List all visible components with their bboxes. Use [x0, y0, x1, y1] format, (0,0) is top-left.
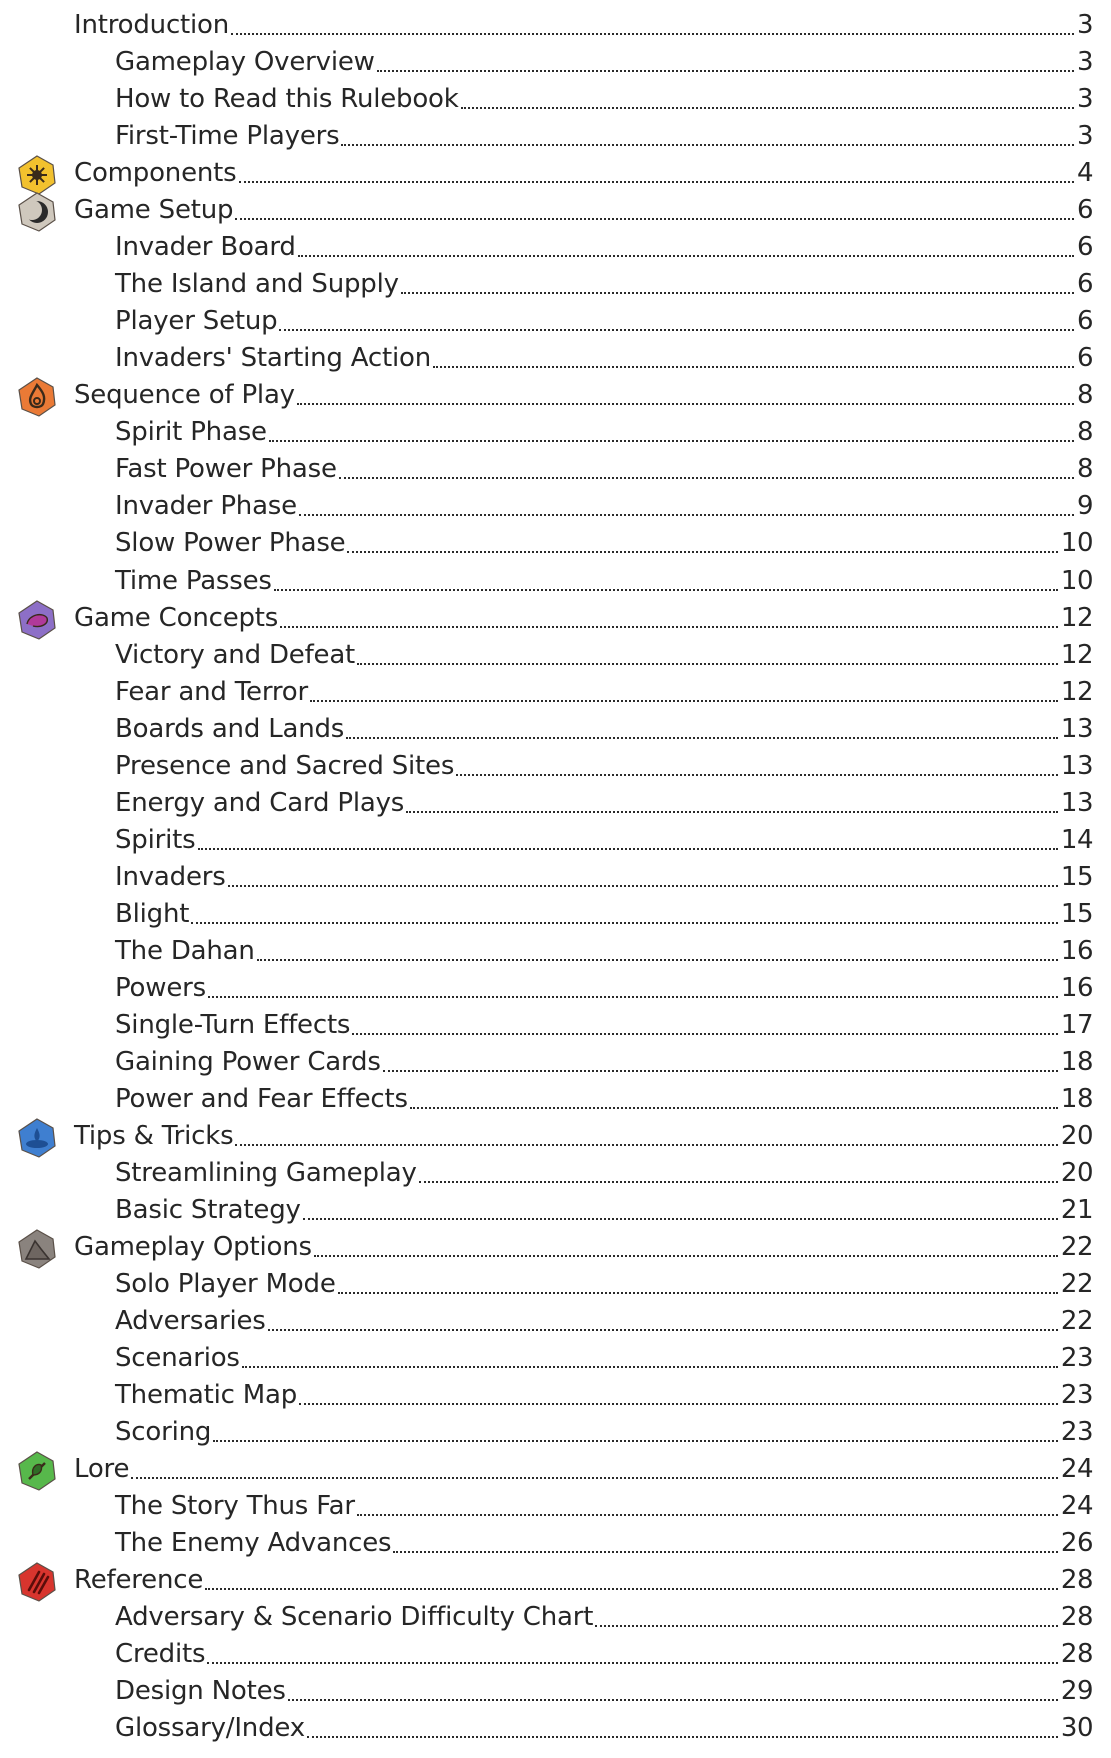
- toc-subsection-entry: [0, 1634, 1111, 1671]
- dot-leader: [235, 1144, 1057, 1146]
- toc-page-number: 10: [1060, 528, 1093, 559]
- toc-page-number: 20: [1060, 1120, 1093, 1151]
- toc-page-number: 20: [1060, 1157, 1093, 1188]
- toc-page-number: 28: [1060, 1565, 1093, 1596]
- toc-section-entry: [0, 153, 1111, 190]
- toc-entry-title: Adversaries: [115, 1306, 266, 1336]
- toc-page-number: 30: [1060, 1713, 1093, 1744]
- toc-subsection-entry: [0, 968, 1111, 1005]
- toc-page-number: 23: [1060, 1417, 1093, 1448]
- dot-leader: [131, 1477, 1058, 1479]
- toc-entry-title: Solo Player Mode: [115, 1269, 336, 1299]
- dot-leader: [205, 1588, 1058, 1590]
- dot-leader: [280, 626, 1058, 628]
- toc-subsection-entry: [0, 449, 1111, 486]
- toc-page-number: 3: [1076, 47, 1093, 77]
- toc-subsection-entry: [0, 1375, 1111, 1412]
- toc-entry-title: The Dahan: [115, 935, 255, 966]
- toc-subsection-entry: [0, 1597, 1111, 1634]
- toc-entry-title: Thematic Map: [115, 1380, 298, 1411]
- dot-leader: [410, 1107, 1058, 1109]
- toc-entry-title: Reference: [74, 1565, 204, 1596]
- toc-entry-title: Introduction: [74, 10, 230, 40]
- dot-leader: [338, 1292, 1058, 1294]
- dot-leader: [228, 885, 1058, 887]
- toc-entry-title: Game Setup: [74, 195, 234, 226]
- toc-page-number: 22: [1060, 1232, 1093, 1262]
- toc-entry-title: Game Concepts: [74, 602, 279, 633]
- toc-entry-title: Basic Strategy: [115, 1195, 301, 1225]
- dot-leader: [357, 1514, 1058, 1516]
- toc-page-number: 22: [1060, 1306, 1093, 1336]
- toc-entry-title: The Enemy Advances: [115, 1528, 392, 1559]
- toc-section-entry: [0, 5, 1111, 42]
- dot-leader: [307, 1736, 1058, 1738]
- toc-subsection-entry: [0, 561, 1111, 598]
- toc-subsection-entry: [0, 1042, 1111, 1079]
- toc-page-number: 15: [1060, 898, 1093, 929]
- dot-leader: [191, 922, 1058, 924]
- toc-entry-title: Energy and Card Plays: [115, 787, 405, 818]
- dot-leader: [310, 700, 1058, 702]
- toc-subsection-entry: [0, 635, 1111, 672]
- toc-page-number: 23: [1060, 1380, 1093, 1411]
- toc-entry-title: Spirit Phase: [115, 417, 267, 448]
- toc-page-number: 8: [1076, 454, 1093, 485]
- toc-entry-title: Invaders: [115, 861, 226, 892]
- toc-page-number: 6: [1076, 343, 1093, 374]
- toc-subsection-entry: [0, 820, 1111, 857]
- dot-leader: [235, 218, 1074, 220]
- toc-page-number: 16: [1060, 935, 1093, 966]
- toc-page-number: 13: [1060, 787, 1093, 818]
- toc-entry-title: Streamlining Gameplay: [115, 1157, 417, 1188]
- toc-page-number: 24: [1060, 1491, 1093, 1522]
- toc-page-number: 6: [1076, 232, 1093, 263]
- toc-subsection-entry: [0, 116, 1111, 153]
- toc-entry-title: Invader Board: [115, 232, 296, 263]
- dot-leader: [279, 329, 1074, 331]
- toc-page-number: 18: [1060, 1046, 1093, 1077]
- toc-entry-title: Invaders' Starting Action: [115, 343, 432, 374]
- toc-subsection-entry: [0, 783, 1111, 820]
- dot-leader: [406, 811, 1058, 813]
- toc-entry-title: Scoring: [115, 1417, 212, 1448]
- toc-entry-title: Spirits: [115, 824, 196, 855]
- toc-page-number: 12: [1060, 602, 1093, 633]
- toc-page-number: 12: [1060, 639, 1093, 670]
- toc-subsection-entry: [0, 1301, 1111, 1338]
- dot-leader: [299, 1403, 1058, 1405]
- toc-entry-title: Scenarios: [115, 1343, 240, 1374]
- toc-entry-title: Fear and Terror: [115, 676, 309, 707]
- dot-leader: [297, 403, 1074, 405]
- dot-leader: [303, 1218, 1058, 1220]
- toc-subsection-entry: [0, 894, 1111, 931]
- toc-entry-title: Victory and Defeat: [115, 639, 356, 670]
- dot-leader: [288, 1699, 1058, 1701]
- toc-subsection-entry: [0, 1338, 1111, 1375]
- toc-page-number: 24: [1060, 1454, 1093, 1485]
- toc-page-number: 28: [1060, 1639, 1093, 1670]
- toc-entry-title: Adversary & Scenario Difficulty Chart: [115, 1602, 594, 1633]
- toc-page-number: 4: [1076, 158, 1093, 189]
- toc-entry-title: Powers: [115, 972, 206, 1003]
- dot-leader: [269, 440, 1074, 442]
- toc-page-number: 15: [1060, 861, 1093, 892]
- toc-entry-title: Components: [74, 158, 237, 189]
- dot-leader: [314, 1255, 1058, 1257]
- dot-leader: [242, 1366, 1058, 1368]
- toc-entry-title: Blight: [115, 898, 190, 929]
- toc-entry-title: Glossary/Index: [115, 1713, 305, 1744]
- dot-leader: [357, 663, 1058, 665]
- toc-section-entry: [0, 598, 1111, 635]
- toc-subsection-entry: [0, 338, 1111, 375]
- toc-section-entry: [0, 190, 1111, 227]
- dot-leader: [346, 737, 1058, 739]
- dot-leader: [268, 1329, 1058, 1331]
- dot-leader: [339, 477, 1074, 479]
- toc-page-number: 8: [1076, 417, 1093, 448]
- dot-leader: [208, 996, 1058, 998]
- toc-page-number: 12: [1060, 676, 1093, 707]
- toc-subsection-entry: [0, 931, 1111, 968]
- toc-entry-title: Invader Phase: [115, 491, 297, 522]
- toc-entry-title: Presence and Sacred Sites: [115, 750, 455, 781]
- toc-page-number: 10: [1060, 565, 1093, 596]
- toc-section-entry: [0, 1449, 1111, 1486]
- toc-entry-title: Fast Power Phase: [115, 454, 337, 485]
- toc-subsection-entry: [0, 1079, 1111, 1116]
- toc-subsection-entry: [0, 672, 1111, 709]
- toc-entry-title: The Story Thus Far: [115, 1491, 355, 1522]
- toc-page-number: 6: [1076, 306, 1093, 337]
- dot-leader: [207, 1662, 1058, 1664]
- toc-page-number: 29: [1060, 1676, 1093, 1707]
- toc-subsection-entry: [0, 1708, 1111, 1745]
- dot-leader: [419, 1181, 1058, 1183]
- toc-subsection-entry: [0, 79, 1111, 116]
- toc-entry-title: How to Read this Rulebook: [115, 84, 459, 115]
- dot-leader: [198, 848, 1058, 850]
- toc-subsection-entry: [0, 1671, 1111, 1708]
- dot-leader: [213, 1440, 1058, 1442]
- toc-subsection-entry: [0, 412, 1111, 449]
- dot-leader: [352, 1033, 1058, 1035]
- toc-subsection-entry: [0, 227, 1111, 264]
- toc-entry-title: Lore: [74, 1454, 130, 1485]
- toc-entry-title: Sequence of Play: [74, 380, 295, 411]
- toc-entry-title: Power and Fear Effects: [115, 1083, 408, 1114]
- dot-leader: [341, 144, 1073, 146]
- toc-page-number: 23: [1060, 1343, 1093, 1374]
- toc-section-entry: [0, 1227, 1111, 1264]
- toc-page-number: 16: [1060, 972, 1093, 1003]
- toc-subsection-entry: [0, 1523, 1111, 1560]
- dot-leader: [377, 70, 1074, 72]
- toc-page-number: 3: [1076, 10, 1093, 40]
- toc-entry-title: Gameplay Options: [74, 1232, 312, 1262]
- toc-entry-title: First-Time Players: [115, 121, 340, 152]
- toc-entry-title: The Island and Supply: [115, 269, 399, 300]
- toc-subsection-entry: [0, 1153, 1111, 1190]
- dot-leader: [298, 255, 1074, 257]
- toc-page-number: 3: [1076, 121, 1093, 152]
- toc-entry-title: Time Passes: [115, 565, 272, 596]
- toc-section-entry: [0, 375, 1111, 412]
- toc-page-number: 3: [1076, 84, 1093, 115]
- dot-leader: [231, 33, 1074, 35]
- toc-subsection-entry: [0, 523, 1111, 560]
- toc-page-number: 13: [1060, 750, 1093, 781]
- toc-page-number: 21: [1060, 1195, 1093, 1225]
- toc-entry-title: Credits: [115, 1639, 206, 1670]
- toc-page-number: 17: [1060, 1009, 1093, 1040]
- dot-leader: [239, 181, 1074, 183]
- dot-leader: [274, 589, 1058, 591]
- toc-page-number: 14: [1060, 824, 1093, 855]
- dot-leader: [347, 551, 1057, 553]
- toc-page-number: 9: [1076, 491, 1093, 522]
- toc-page-number: 22: [1060, 1269, 1093, 1299]
- toc-subsection-entry: [0, 1190, 1111, 1227]
- toc-page-number: 28: [1060, 1602, 1093, 1633]
- toc-entry-title: Design Notes: [115, 1676, 286, 1707]
- dot-leader: [401, 292, 1074, 294]
- toc-subsection-entry: [0, 42, 1111, 79]
- toc-subsection-entry: [0, 1264, 1111, 1301]
- toc-entry-title: Gaining Power Cards: [115, 1046, 381, 1077]
- dot-leader: [393, 1551, 1058, 1553]
- toc-subsection-entry: [0, 1486, 1111, 1523]
- dot-leader: [299, 514, 1074, 516]
- toc-page-number: 6: [1076, 269, 1093, 300]
- toc-subsection-entry: [0, 1412, 1111, 1449]
- dot-leader: [456, 774, 1058, 776]
- toc-entry-title: Tips & Tricks: [74, 1120, 234, 1151]
- dot-leader: [383, 1070, 1058, 1072]
- toc-subsection-entry: [0, 264, 1111, 301]
- toc-page-number: 18: [1060, 1083, 1093, 1114]
- toc-page-number: 8: [1076, 380, 1093, 411]
- toc-subsection-entry: [0, 857, 1111, 894]
- toc-entry-title: Gameplay Overview: [115, 47, 375, 77]
- toc-subsection-entry: [0, 746, 1111, 783]
- toc-page-number: 26: [1060, 1528, 1093, 1559]
- dot-leader: [433, 366, 1074, 368]
- toc-page-number: 13: [1060, 713, 1093, 744]
- toc-subsection-entry: [0, 486, 1111, 523]
- toc-section-entry: [0, 1116, 1111, 1153]
- toc-subsection-entry: [0, 709, 1111, 746]
- toc-section-entry: [0, 1560, 1111, 1597]
- toc-subsection-entry: [0, 301, 1111, 338]
- toc-subsection-entry: [0, 1005, 1111, 1042]
- toc-page-number: 6: [1076, 195, 1093, 226]
- dot-leader: [461, 107, 1074, 109]
- toc-entry-title: Slow Power Phase: [115, 528, 346, 559]
- dot-leader: [595, 1625, 1058, 1627]
- toc-entry-title: Boards and Lands: [115, 713, 345, 744]
- toc-entry-title: Player Setup: [115, 306, 278, 337]
- toc-entry-title: Single-Turn Effects: [115, 1009, 351, 1040]
- dot-leader: [257, 959, 1058, 961]
